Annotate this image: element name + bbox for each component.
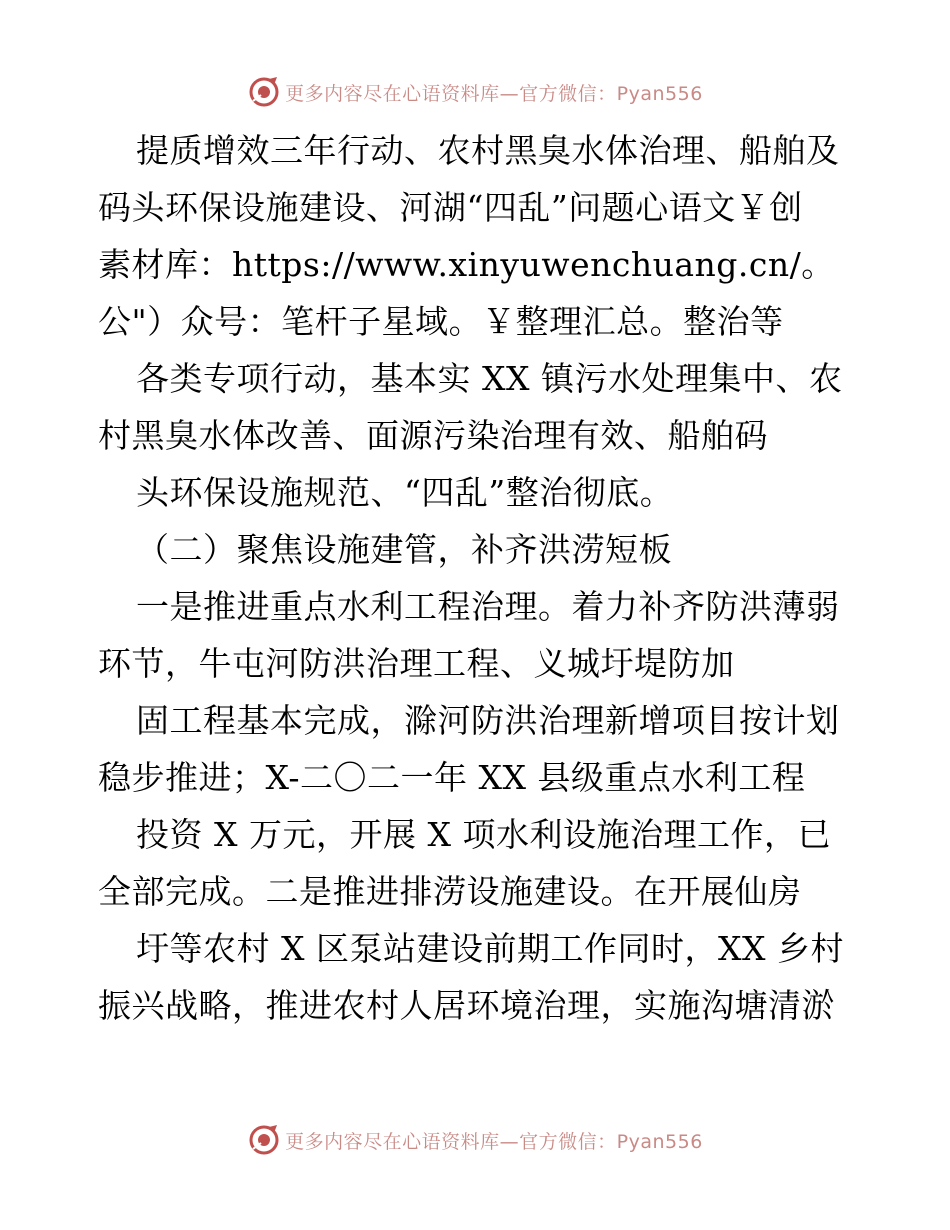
footer-watermark — [0, 1120, 950, 1160]
text-line: 各类专项行动，基本实 XX 镇污水处理集中、农 — [136, 359, 843, 398]
text-line: 全部完成。二是推进排涝设施建设。在开展仙房 — [98, 872, 802, 911]
text-line: 圩等农村 X 区泵站建设前期工作同时，XX 乡村 — [136, 929, 844, 968]
document-body — [0, 122, 950, 1034]
text-line: 码头环保设施建设、河湖“四乱”问题心语文￥创 — [98, 188, 803, 227]
text-line: 素材库：https://www.xinyuwenchuang.cn/。 — [98, 245, 835, 284]
text-line: 村黑臭水体改善、面源污染治理有效、船舶码 — [98, 416, 768, 455]
text-line: 提质增效三年行动、农村黑臭水体治理、船舶及 — [136, 131, 840, 170]
header-watermark — [0, 72, 950, 112]
text-line: 固工程基本完成，滁河防洪治理新增项目按计划 — [136, 701, 840, 740]
watermark-text: 更多内容尽在心语资料库—官方微信：Pyan556 — [285, 1130, 703, 1153]
text-line: 公"）众号：笔杆子星域。￥整理汇总。整治等 — [98, 302, 784, 341]
text-line: 投资 X 万元，开展 X 项水利设施治理工作，已 — [136, 815, 831, 854]
text-line: 头环保设施规范、“四乱”整治彻底。 — [136, 473, 674, 512]
section-heading: （二）聚焦设施建管，补齐洪涝短板 — [136, 530, 672, 569]
text-line: 环节，牛屯河防洪治理工程、义城圩堤防加 — [98, 644, 735, 683]
seal-logo-icon — [247, 1123, 281, 1157]
text-line: 振兴战略，推进农村人居环境治理，实施沟塘清淤 — [98, 986, 835, 1025]
seal-logo-icon — [247, 75, 281, 109]
watermark-text: 更多内容尽在心语资料库—官方微信：Pyan556 — [285, 82, 703, 105]
text-line: 稳步推进；X-二〇二一年 XX 县级重点水利工程 — [98, 758, 806, 797]
text-line: 一是推进重点水利工程治理。着力补齐防洪薄弱 — [136, 587, 840, 626]
